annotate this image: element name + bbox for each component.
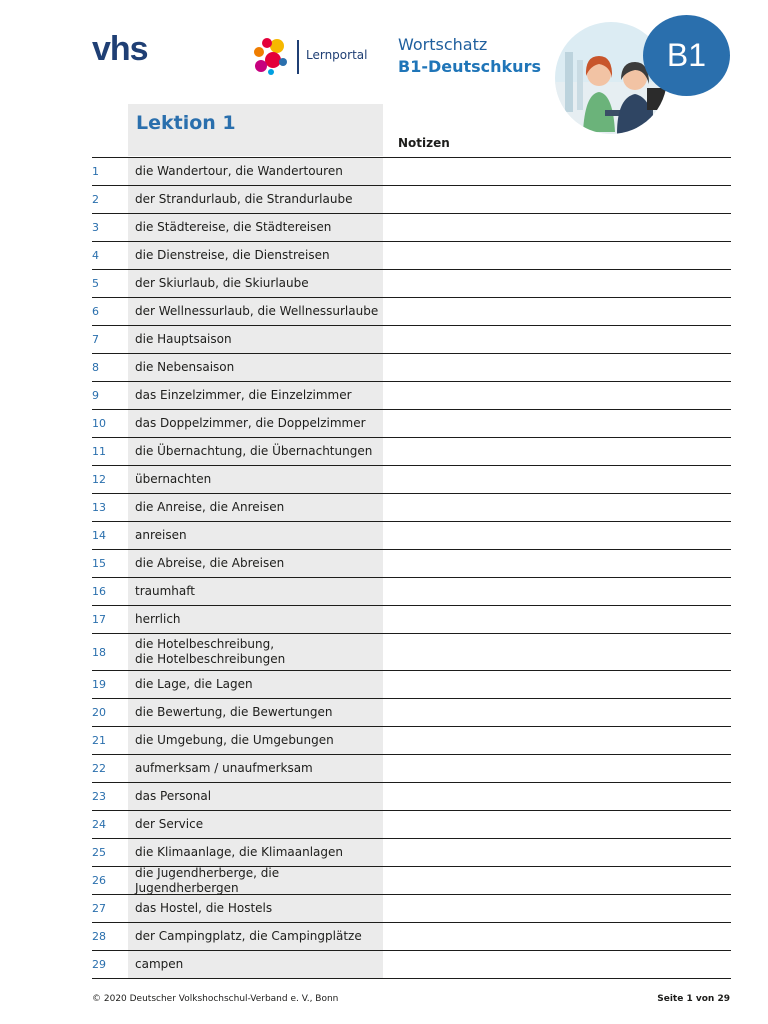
row-number: 1 [92,165,99,178]
row-number: 16 [92,585,106,598]
title-wortschatz: Wortschatz [398,35,488,54]
row-number: 11 [92,445,106,458]
vocab-term: anreisen [128,522,383,549]
table-row [92,242,731,270]
logo-bubbles-icon [247,36,289,76]
row-number: 7 [92,333,99,346]
vocab-term: die Umgebung, die Umgebungen [128,727,383,754]
table-row [92,522,731,550]
table-row [92,951,731,979]
vocab-term: die Hotelbeschreibung, die Hotelbeschreibungen [128,634,383,670]
vocab-term: der Service [128,811,383,838]
vocab-term: der Wellnessurlaub, die Wellnessurlaube [128,298,383,325]
logo-text: vhs [92,30,148,68]
table-row [92,755,731,783]
table-row [92,410,731,438]
vocab-term: die Übernachtung, die Übernachtungen [128,438,383,465]
vocab-term: das Einzelzimmer, die Einzelzimmer [128,382,383,409]
row-number: 21 [92,734,106,747]
vocab-term: die Bewertung, die Bewertungen [128,699,383,726]
table-row [92,867,731,895]
level-badge: B1 [643,15,730,96]
table-row [92,298,731,326]
row-number: 19 [92,678,106,691]
row-number: 26 [92,874,106,887]
row-number: 23 [92,790,106,803]
table-row [92,158,731,186]
row-number: 9 [92,389,99,402]
vocab-term: die Jugendherberge, die Jugendherbergen [128,867,383,894]
table-row [92,382,731,410]
row-number: 10 [92,417,106,430]
vocab-term: die Nebensaison [128,354,383,381]
vocab-term: die Hauptsaison [128,326,383,353]
table-row [92,214,731,242]
vocab-table [92,157,731,979]
row-number: 13 [92,501,106,514]
portal-label: Lernportal [306,48,368,62]
table-row [92,783,731,811]
row-number: 29 [92,958,106,971]
row-number: 18 [92,645,106,659]
row-number: 6 [92,305,99,318]
table-row [92,634,731,671]
table-row [92,727,731,755]
table-row [92,606,731,634]
vocab-term: aufmerksam / unaufmerksam [128,755,383,782]
footer-page-number: Seite 1 von 29 [657,994,730,1004]
row-number: 25 [92,846,106,859]
table-row [92,550,731,578]
table-row [92,270,731,298]
vocab-term: die Anreise, die Anreisen [128,494,383,521]
table-row [92,326,731,354]
vocab-term: herrlich [128,606,383,633]
table-row [92,839,731,867]
row-number: 4 [92,249,99,262]
row-number: 28 [92,930,106,943]
vocab-term: das Hostel, die Hostels [128,895,383,922]
footer-copyright: © 2020 Deutscher Volkshochschul-Verband e. V., Bonn [92,994,339,1004]
row-number: 2 [92,193,99,206]
vocab-term: traumhaft [128,578,383,605]
vocab-term: das Doppelzimmer, die Doppelzimmer [128,410,383,437]
table-row [92,186,731,214]
row-number: 12 [92,473,106,486]
row-number: 27 [92,902,106,915]
row-number: 24 [92,818,106,831]
notes-column-header: Notizen [398,136,450,150]
row-number: 15 [92,557,106,570]
vocab-term: der Strandurlaub, die Strandurlaube [128,186,383,213]
vocab-term: der Skiurlaub, die Skiurlaube [128,270,383,297]
vocab-term: die Wandertour, die Wandertouren [128,158,383,185]
table-row [92,811,731,839]
table-row [92,699,731,727]
table-row [92,923,731,951]
vocab-term: das Personal [128,783,383,810]
row-number: 20 [92,706,106,719]
row-number: 3 [92,221,99,234]
vocab-term: übernachten [128,466,383,493]
table-row [92,671,731,699]
vocab-term: die Städtereise, die Städtereisen [128,214,383,241]
vocab-term: die Klimaanlage, die Klimaanlagen [128,839,383,866]
vocab-term: der Campingplatz, die Campingplätze [128,923,383,950]
logo-divider [297,40,299,74]
title-course: B1-Deutschkurs [398,57,541,76]
row-number: 5 [92,277,99,290]
vocab-term: die Lage, die Lagen [128,671,383,698]
row-number: 17 [92,613,106,626]
table-row [92,895,731,923]
table-row [92,438,731,466]
vocab-term: die Abreise, die Abreisen [128,550,383,577]
vocab-term: die Dienstreise, die Dienstreisen [128,242,383,269]
table-row [92,354,731,382]
row-number: 14 [92,529,106,542]
row-number: 22 [92,762,106,775]
table-row [92,578,731,606]
row-number: 8 [92,361,99,374]
lektion-title: Lektion 1 [136,112,236,134]
table-row [92,466,731,494]
vocab-term: campen [128,951,383,978]
table-row [92,494,731,522]
